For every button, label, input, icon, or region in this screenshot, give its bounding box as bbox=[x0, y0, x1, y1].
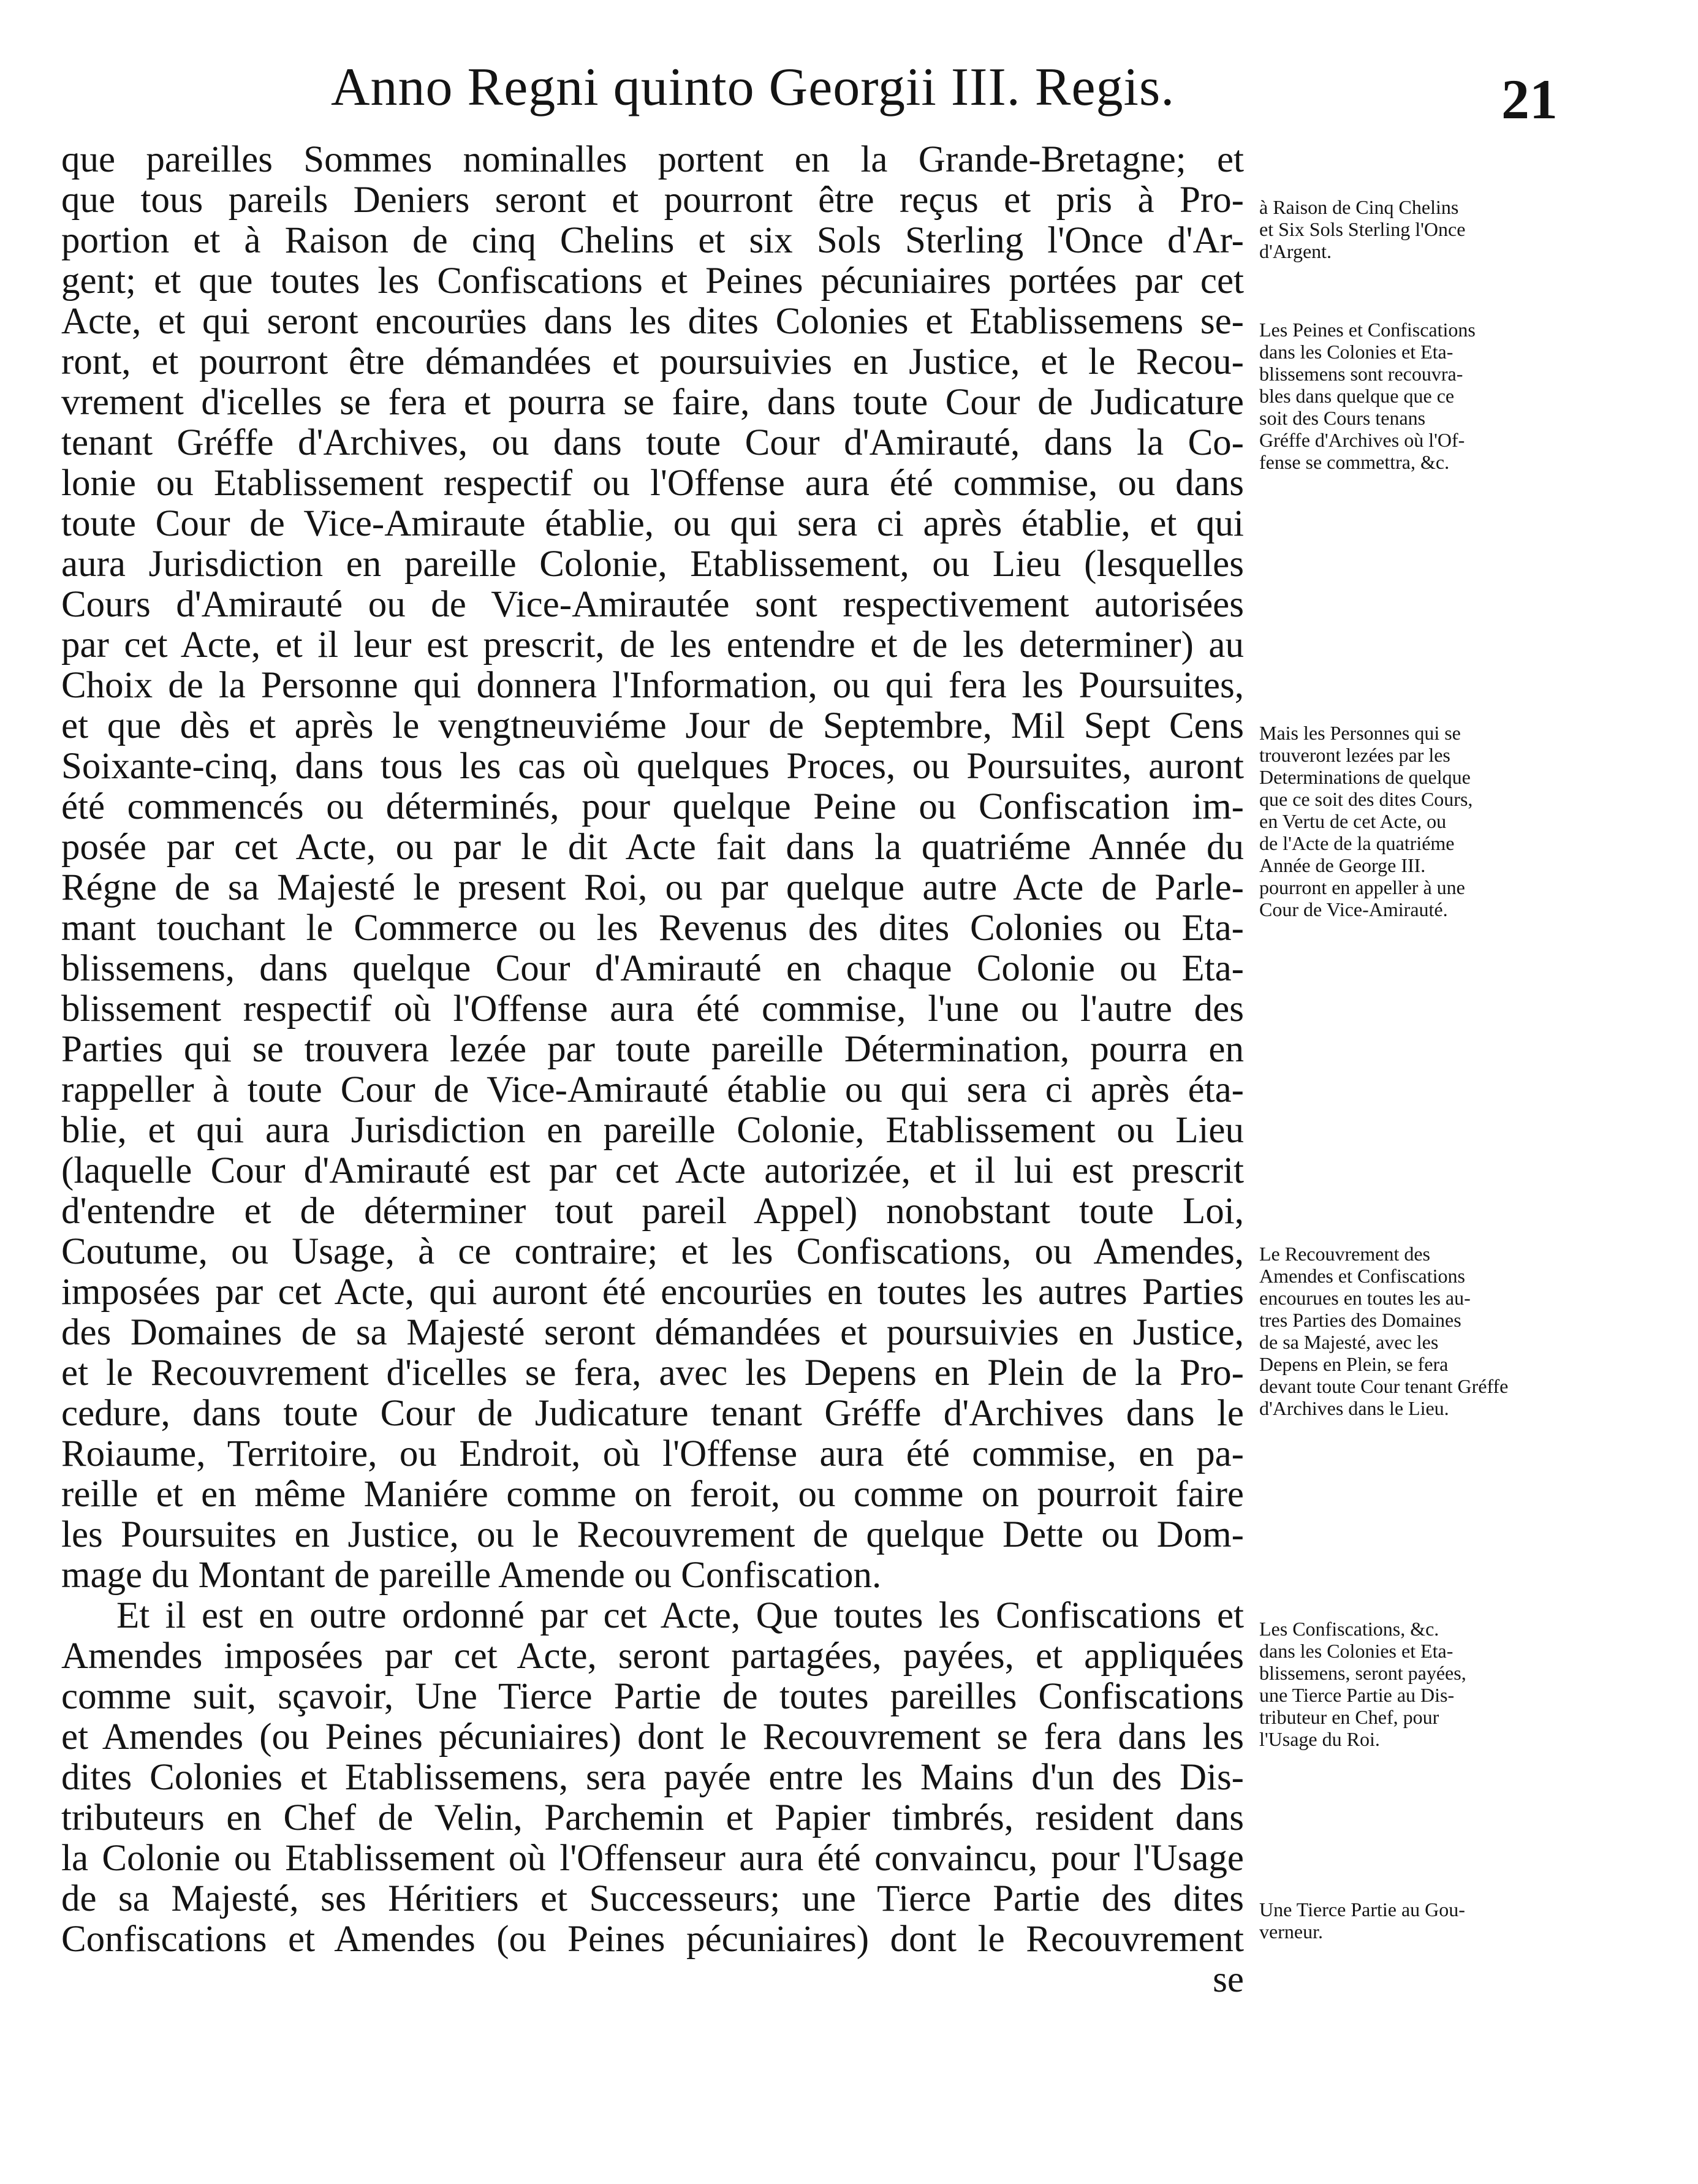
text-line: Et il est en outre ordonné par cet Acte, Que toutes les Confiscations et bbox=[116, 1595, 1244, 1636]
margin-note-line: Gréffe d'Archives où l'Of- bbox=[1259, 429, 1465, 451]
text-line: Choix de la Personne qui donnera l'Information, ou qui fera les Poursuites, bbox=[61, 665, 1244, 706]
margin-note-line: et Six Sols Sterling l'Once bbox=[1259, 218, 1466, 240]
text-line: reille et en même Maniére comme on feroit, ou comme on pourroit faire bbox=[61, 1474, 1244, 1515]
margin-note-line: que ce soit des dites Cours, bbox=[1259, 788, 1473, 810]
text-line: imposées par cet Acte, qui auront été encourües en toutes les autres Parties bbox=[61, 1272, 1244, 1313]
text-line: lonie ou Etablissement respectif ou l'Offense aura été commise, ou dans bbox=[61, 463, 1244, 504]
margin-note-line: bles dans quelque que ce bbox=[1259, 385, 1455, 407]
text-line: (laquelle Cour d'Amirauté est par cet Acte autorizée, et il lui est prescrit bbox=[61, 1150, 1244, 1191]
margin-note-line: Le Recouvrement des bbox=[1259, 1243, 1430, 1265]
text-line: dites Colonies et Etablissemens, sera payée entre les Mains d'un des Dis- bbox=[61, 1757, 1244, 1798]
text-line: été commencés ou déterminés, pour quelque Peine ou Confiscation im- bbox=[61, 786, 1244, 827]
catchword: se bbox=[1213, 1959, 1244, 2000]
text-line: blissemens, dans quelque Cour d'Amirauté en chaque Colonie ou Eta- bbox=[61, 948, 1244, 989]
text-line: Amendes imposées par cet Acte, seront partagées, payées, et appliquées bbox=[61, 1636, 1244, 1677]
margin-note bbox=[1259, 722, 1529, 920]
margin-note-line: d'Argent. bbox=[1259, 240, 1332, 262]
text-line: cedure, dans toute Cour de Judicature tenant Gréffe d'Archives dans le bbox=[61, 1393, 1244, 1434]
margin-note-line: encourues en toutes les au- bbox=[1259, 1287, 1471, 1309]
margin-note-line: blissemens, seront payées, bbox=[1259, 1662, 1466, 1684]
text-line: tenant Gréffe d'Archives, ou dans toute Cour d'Amirauté, dans la Co- bbox=[61, 422, 1244, 463]
text-line: des Domaines de sa Majesté seront démandées et poursuivies en Justice, bbox=[61, 1312, 1244, 1353]
margin-note-line: de l'Acte de la quatriéme bbox=[1259, 832, 1455, 854]
margin-note-line: soit des Cours tenans bbox=[1259, 407, 1426, 429]
text-line: Roiaume, Territoire, ou Endroit, où l'Offense aura été commise, en pa- bbox=[61, 1433, 1244, 1474]
text-line: que pareilles Sommes nominalles portent en la Grande-Bretagne; et bbox=[61, 139, 1244, 180]
margin-note-line: Mais les Personnes qui se bbox=[1259, 722, 1461, 744]
margin-note-line: en Vertu de cet Acte, ou bbox=[1259, 810, 1447, 832]
margin-note-line: dans les Colonies et Eta- bbox=[1259, 1640, 1454, 1662]
text-line: d'entendre et de déterminer tout pareil Appel) nonobstant toute Loi, bbox=[61, 1191, 1244, 1232]
margin-note-line: devant toute Cour tenant Gréffe bbox=[1259, 1375, 1509, 1397]
margin-note-line: Les Peines et Confiscations bbox=[1259, 319, 1476, 341]
margin-note-line: Depens en Plein, se fera bbox=[1259, 1353, 1449, 1375]
margin-note-line: l'Usage du Roi. bbox=[1259, 1728, 1380, 1750]
text-line: de sa Majesté, ses Héritiers et Successeurs; une Tierce Partie des dites bbox=[61, 1878, 1244, 1919]
margin-note-line: fense se commettra, &c. bbox=[1259, 451, 1450, 473]
margin-note-line: tres Parties des Domaines bbox=[1259, 1309, 1461, 1331]
margin-note-line: Determinations de quelque bbox=[1259, 766, 1471, 788]
margin-note bbox=[1259, 319, 1529, 473]
margin-note-line: Année de George III. bbox=[1259, 854, 1426, 876]
margin-note-line: une Tierce Partie au Dis- bbox=[1259, 1684, 1455, 1706]
text-line: aura Jurisdiction en pareille Colonie, Etablissement, ou Lieu (lesquelles bbox=[61, 544, 1244, 585]
text-line: portion et à Raison de cinq Chelins et six Sols Sterling l'Once d'Ar- bbox=[61, 220, 1244, 261]
text-line: par cet Acte, et il leur est prescrit, de les entendre et de les determiner) au bbox=[61, 624, 1244, 665]
text-line: rappeller à toute Cour de Vice-Amirauté établie ou qui sera ci après éta- bbox=[61, 1069, 1244, 1110]
margin-note bbox=[1259, 1898, 1529, 1943]
text-line: mage du Montant de pareille Amende ou Confiscation. bbox=[61, 1555, 882, 1596]
text-line: que tous pareils Deniers seront et pourront être reçus et pris à Pro- bbox=[61, 180, 1244, 221]
running-head: Anno Regni quinto Georgii III. Regis. bbox=[331, 58, 1175, 117]
text-line: Soixante-cinq, dans tous les cas où quelques Proces, ou Poursuites, auront bbox=[61, 746, 1244, 787]
text-line: Cours d'Amirauté ou de Vice-Amirautée sont respectivement autorisées bbox=[61, 584, 1244, 625]
text-line: posée par cet Acte, ou par le dit Acte fait dans la quatriéme Année du bbox=[61, 827, 1244, 868]
margin-note-line: Une Tierce Partie au Gou- bbox=[1259, 1898, 1465, 1920]
text-line: la Colonie ou Etablissement où l'Offenseur aura été convaincu, pour l'Usage bbox=[61, 1838, 1244, 1879]
text-line: et Amendes (ou Peines pécuniaires) dont le Recouvrement se fera dans les bbox=[61, 1716, 1244, 1757]
margin-note-line: Les Confiscations, &c. bbox=[1259, 1618, 1439, 1640]
text-line: Confiscations et Amendes (ou Peines pécuniaires) dont le Recouvrement bbox=[61, 1919, 1244, 1960]
margin-note bbox=[1259, 196, 1529, 262]
text-line: Parties qui se trouvera lezée par toute pareille Détermination, pourra en bbox=[61, 1029, 1244, 1070]
margin-note-line: dans les Colonies et Eta- bbox=[1259, 341, 1454, 363]
margin-note-line: pourront en appeller à une bbox=[1259, 876, 1465, 898]
text-line: tributeurs en Chef de Velin, Parchemin et Papier timbrés, resident dans bbox=[61, 1797, 1244, 1838]
margin-note bbox=[1259, 1243, 1529, 1419]
margin-note-line: trouveront lezées par les bbox=[1259, 744, 1450, 766]
text-line: Régne de sa Majesté le present Roi, ou par quelque autre Acte de Parle- bbox=[61, 867, 1244, 908]
text-line: comme suit, sçavoir, Une Tierce Partie de toutes pareilles Confiscations bbox=[61, 1676, 1244, 1717]
text-line: mant touchant le Commerce ou les Revenus des dites Colonies ou Eta- bbox=[61, 908, 1244, 949]
text-line: et le Recouvrement d'icelles se fera, avec les Depens en Plein de la Pro- bbox=[61, 1352, 1244, 1393]
text-line: les Poursuites en Justice, ou le Recouvrement de quelque Dette ou Dom- bbox=[61, 1514, 1244, 1555]
main-text-column bbox=[61, 140, 1244, 2000]
margin-note bbox=[1259, 1618, 1529, 1750]
margin-note-line: à Raison de Cinq Chelins bbox=[1259, 196, 1459, 218]
text-line: blissement respectif où l'Offense aura été commise, l'une ou l'autre des bbox=[61, 988, 1244, 1029]
text-line: toute Cour de Vice-Amiraute établie, ou qui sera ci après établie, et qui bbox=[61, 503, 1244, 544]
page-number: 21 bbox=[1501, 68, 1558, 131]
margin-note-line: Cour de Vice-Amirauté. bbox=[1259, 898, 1448, 920]
text-line: Acte, et qui seront encourües dans les dites Colonies et Etablissemens se- bbox=[61, 301, 1244, 342]
text-line: et que dès et après le vengtneuviéme Jour de Septembre, Mil Sept Cens bbox=[61, 705, 1244, 746]
margin-note-line: verneur. bbox=[1259, 1920, 1323, 1943]
text-line: blie, et qui aura Jurisdiction en pareille Colonie, Etablissement ou Lieu bbox=[61, 1110, 1244, 1151]
text-line: gent; et que toutes les Confiscations et Peines pécuniaires portées par cet bbox=[61, 260, 1244, 301]
text-line: vrement d'icelles se fera et pourra se faire, dans toute Cour de Judicature bbox=[61, 382, 1244, 423]
margin-note-line: d'Archives dans le Lieu. bbox=[1259, 1397, 1449, 1419]
text-line: Coutume, ou Usage, à ce contraire; et les Confiscations, ou Amendes, bbox=[61, 1231, 1244, 1272]
margin-note-line: tributeur en Chef, pour bbox=[1259, 1706, 1439, 1728]
margin-note-line: Amendes et Confiscations bbox=[1259, 1265, 1465, 1287]
margin-note-line: blissemens sont recouvra- bbox=[1259, 363, 1463, 385]
margin-note-line: de sa Majesté, avec les bbox=[1259, 1331, 1439, 1353]
text-line: ront, et pourront être démandées et poursuivies en Justice, et le Recou- bbox=[61, 341, 1244, 382]
